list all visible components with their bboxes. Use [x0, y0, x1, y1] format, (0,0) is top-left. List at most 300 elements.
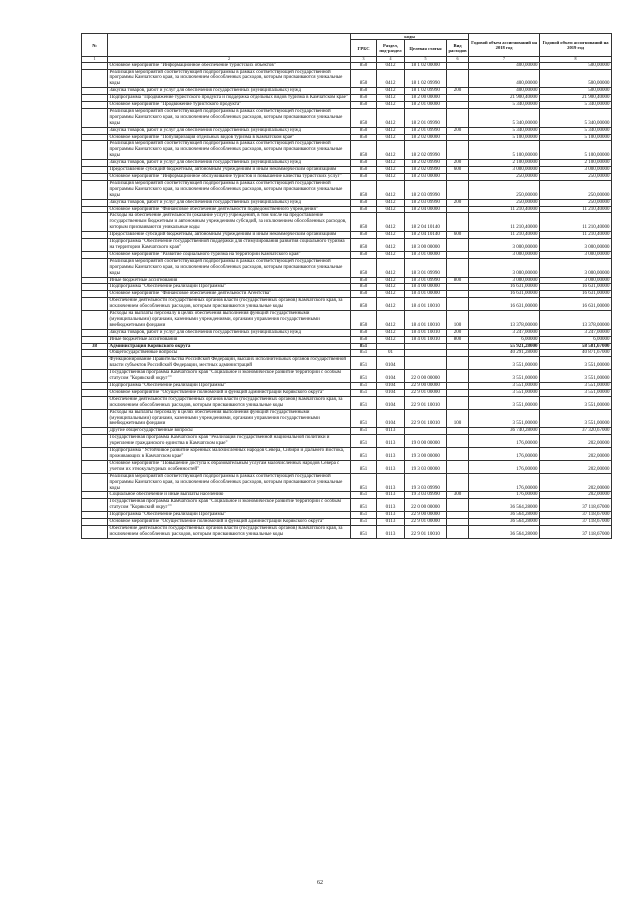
cell-amount-2019: 37 118,67000 [540, 519, 612, 526]
table-body [82, 62, 612, 538]
cell-target-article: 18 2 02 09990 [405, 141, 447, 160]
row-name: Иные бюджетные ассигнования [108, 336, 351, 343]
cell-target-article: 18 3 01 00000 [405, 251, 447, 258]
cell-amount-2019: 5 100,00000 [540, 134, 612, 141]
cell-amount-2019: 11 210,40000 [540, 213, 612, 232]
cell-target-article: 22 9 01 10010 [405, 525, 447, 538]
cell-razdel: 0412 [377, 95, 405, 102]
row-number [82, 357, 108, 370]
cell-razdel: 0412 [377, 284, 405, 291]
row-number [82, 284, 108, 291]
cell-expense-type: 200 [447, 88, 469, 95]
table-row [82, 448, 612, 461]
table-row [82, 258, 612, 277]
table-row [82, 199, 612, 206]
cell-grbs: 851 [351, 350, 377, 357]
cell-expense-type [447, 141, 469, 160]
cell-grbs: 851 [351, 428, 377, 435]
table-row [82, 350, 612, 357]
header-2018: Годовой объем ассигнований на 2018 год [469, 34, 540, 57]
cell-amount-2019: 3 000,00000 [540, 277, 612, 284]
cell-razdel: 0412 [377, 277, 405, 284]
cell-razdel: 0113 [377, 460, 405, 473]
table-row [82, 343, 612, 350]
cell-expense-type [447, 174, 469, 181]
cell-amount-2018: 3 551,00000 [469, 357, 540, 370]
cell-amount-2019: 500,00000 [540, 62, 612, 69]
row-name: Подпрограмма "Устойчивое развитие коренных малочисленных народов Севера, Сибири и Дальнего Востока, проживающих в Камчатском крае" [108, 448, 351, 461]
cell-grbs: 850 [351, 329, 377, 336]
row-name: Реализация мероприятий соответствующей подпрограммы в рамках соответствующей государственной программы Камчатского края, за исключением обособленных расходов, которым присваиваются уникальные коды [108, 473, 351, 492]
cell-amount-2018: 5 340,00000 [469, 108, 540, 127]
row-name: Реализация мероприятий соответствующей подпрограммы в рамках соответствующей государственной программы Камчатского края, за исключением обособленных расходов, которым присваиваются уникальные коды [108, 141, 351, 160]
cell-amount-2019: 3 551,00000 [540, 409, 612, 428]
table-row [82, 180, 612, 199]
cell-amount-2019: 202,00000 [540, 473, 612, 492]
row-name: Подпрограмма "Обеспечение реализации Программы" [108, 512, 351, 519]
cell-amount-2018: 3 551,00000 [469, 389, 540, 396]
cell-grbs: 850 [351, 88, 377, 95]
row-number [82, 396, 108, 409]
cell-target-article: 18 2 04 00000 [405, 206, 447, 213]
row-number [82, 389, 108, 396]
cell-amount-2018: 250,00000 [469, 180, 540, 199]
table-row [82, 492, 612, 499]
row-number [82, 473, 108, 492]
cell-amount-2018: 11 210,40000 [469, 232, 540, 239]
cell-amount-2019: 5 340,00000 [540, 108, 612, 127]
table-row [82, 160, 612, 167]
cell-grbs: 851 [351, 512, 377, 519]
cell-target-article: 18 1 02 09990 [405, 88, 447, 95]
cell-grbs: 851 [351, 396, 377, 409]
cell-expense-type [447, 435, 469, 448]
cell-expense-type [447, 206, 469, 213]
cell-razdel: 0104 [377, 396, 405, 409]
header-vr: Вид расходов [447, 40, 469, 57]
table-row [82, 499, 612, 512]
cell-target-article: 22 9 01 10010 [405, 396, 447, 409]
cell-razdel: 0412 [377, 141, 405, 160]
table-row [82, 62, 612, 69]
cell-razdel: 0113 [377, 473, 405, 492]
cell-expense-type: 100 [447, 409, 469, 428]
cell-razdel: 0412 [377, 232, 405, 239]
cell-amount-2019: 3 551,00000 [540, 389, 612, 396]
cell-target-article: 22 9 00 00000 [405, 512, 447, 519]
cell-amount-2019: 37 118,67000 [540, 499, 612, 512]
row-number [82, 460, 108, 473]
table-row [82, 329, 612, 336]
row-name: Иные бюджетные ассигнования [108, 277, 351, 284]
cell-expense-type: 200 [447, 127, 469, 134]
cell-amount-2019: 11 210,40000 [540, 206, 612, 213]
cell-grbs: 851 [351, 370, 377, 383]
cell-target-article: 18 4 01 10010 [405, 311, 447, 330]
cell-expense-type: 600 [447, 167, 469, 174]
table-row [82, 396, 612, 409]
cell-grbs: 850 [351, 232, 377, 239]
cell-target-article: 22 9 01 00000 [405, 389, 447, 396]
cell-target-article: 18 2 01 00000 [405, 102, 447, 109]
cell-amount-2019: 3 000,00000 [540, 167, 612, 174]
cell-razdel: 0412 [377, 127, 405, 134]
cell-razdel: 0113 [377, 499, 405, 512]
cell-grbs: 851 [351, 389, 377, 396]
cell-target-article: 22 0 00 00000 [405, 370, 447, 383]
cell-razdel: 0412 [377, 62, 405, 69]
row-number [82, 336, 108, 343]
cell-expense-type [447, 383, 469, 390]
header-no: № [82, 34, 108, 57]
header-grbs: ГРБС [351, 40, 377, 57]
cell-target-article: 18 2 01 09990 [405, 108, 447, 127]
header-index: 3 [351, 57, 377, 62]
cell-expense-type [447, 370, 469, 383]
cell-grbs: 850 [351, 62, 377, 69]
table-row [82, 232, 612, 239]
cell-expense-type [447, 95, 469, 102]
cell-amount-2018: 5 100,00000 [469, 134, 540, 141]
row-name: Расходы на выплаты персоналу в целях обеспечения выполнения функций государственными (муниципальными) органами, казенными учреждениями, органами управления государственными внебюджетными фондами [108, 311, 351, 330]
row-number [82, 258, 108, 277]
row-number [82, 108, 108, 127]
header-index: 1 [82, 57, 108, 62]
row-name: Подпрограмма "Обеспечение реализации Программы" [108, 284, 351, 291]
header-index: 8 [540, 57, 612, 62]
cell-amount-2019: 3 551,00000 [540, 396, 612, 409]
cell-target-article: 18 2 03 00000 [405, 174, 447, 181]
row-name: Социальное обеспечение и иные выплаты населению [108, 492, 351, 499]
cell-target-article: 18 3 01 09990 [405, 277, 447, 284]
row-name: Предоставление субсидий бюджетным, автономным учреждениям и иным некоммерческим организациям [108, 232, 351, 239]
cell-expense-type [447, 258, 469, 277]
cell-amount-2019: 21 900,40000 [540, 95, 612, 102]
table-row [82, 428, 612, 435]
row-number [82, 95, 108, 102]
header-index: 4 [377, 57, 405, 62]
row-number [82, 199, 108, 206]
row-number [82, 298, 108, 311]
table-row [82, 141, 612, 160]
cell-expense-type [447, 69, 469, 88]
cell-grbs: 850 [351, 251, 377, 258]
cell-razdel: 0412 [377, 69, 405, 88]
row-name: Другие общегосударственные вопросы [108, 428, 351, 435]
cell-amount-2019: 202,00000 [540, 435, 612, 448]
cell-razdel: 0104 [377, 383, 405, 390]
cell-grbs: 850 [351, 199, 377, 206]
cell-grbs: 850 [351, 336, 377, 343]
cell-expense-type [447, 460, 469, 473]
cell-expense-type: 800 [447, 277, 469, 284]
cell-target-article: 18 3 00 00000 [405, 239, 447, 252]
row-number [82, 180, 108, 199]
cell-amount-2018: 5 340,00000 [469, 127, 540, 134]
row-name: Основное мероприятие "Информационное обслуживание туристов и повышение качества туристских услуг" [108, 174, 351, 181]
cell-expense-type [447, 396, 469, 409]
cell-amount-2019: 202,00000 [540, 492, 612, 499]
row-name: Обеспечение деятельности государственных органов власти (государственных органов) Камчатского края, за исключением обособленных расходов, которым присваиваются уникальные коды [108, 298, 351, 311]
row-name: Основное мероприятие "Осуществление полномочий и функций администрации Корякского округа" [108, 389, 351, 396]
row-name: Основное мероприятие "Финансовое обеспечение деятельности Агентства" [108, 291, 351, 298]
cell-target-article: 18 2 04 10140 [405, 213, 447, 232]
cell-target-article: 18 2 03 09990 [405, 199, 447, 206]
cell-expense-type: 600 [447, 232, 469, 239]
row-name: Государственная программа Камчатского края "Социальное и экономическое развитие территории с особым статусом "Корякский округ"" [108, 499, 351, 512]
cell-razdel: 0412 [377, 336, 405, 343]
row-name: Реализация мероприятий соответствующей подпрограммы в рамках соответствующей государственной программы Камчатского края, за исключением обособленных расходов, которым присваиваются уникальные коды [108, 258, 351, 277]
cell-razdel: 0412 [377, 291, 405, 298]
cell-target-article: 18 4 01 10010 [405, 329, 447, 336]
cell-expense-type [447, 62, 469, 69]
cell-razdel: 0412 [377, 160, 405, 167]
cell-grbs: 850 [351, 258, 377, 277]
cell-expense-type: 200 [447, 199, 469, 206]
cell-target-article: 18 2 02 00000 [405, 134, 447, 141]
row-number [82, 134, 108, 141]
cell-razdel: 0113 [377, 428, 405, 435]
header-index: 2 [108, 57, 351, 62]
cell-expense-type [447, 291, 469, 298]
row-name: Расходы на обеспечение деятельности (оказание услуг) учреждений, в том числе на предоставление государственным бюджетным и автономным учреждениям субсидий, за исключением обособленных расходов, которым присваиваются уникальные коды [108, 213, 351, 232]
header-index: 5 [405, 57, 447, 62]
table-row [82, 88, 612, 95]
cell-amount-2018: 250,00000 [469, 199, 540, 206]
budget-table [81, 33, 612, 539]
page-number: 62 [317, 880, 323, 886]
row-name: Подпрограмма "Обеспечение государственной поддержки для стимулирования развития социального туризма на территории Камчатского края" [108, 239, 351, 252]
cell-expense-type [447, 473, 469, 492]
header-name: Наименование [108, 34, 351, 57]
cell-grbs: 850 [351, 102, 377, 109]
cell-amount-2019: 11 210,40000 [540, 232, 612, 239]
cell-amount-2018: 176,00000 [469, 448, 540, 461]
row-name: Общегосударственные вопросы [108, 350, 351, 357]
cell-amount-2018: 36 564,28000 [469, 525, 540, 538]
cell-target-article: 19 3 03 09990 [405, 492, 447, 499]
cell-grbs: 850 [351, 167, 377, 174]
cell-target-article [405, 357, 447, 370]
cell-amount-2019: 3 000,00000 [540, 258, 612, 277]
header-razdel: Раздел, под-раздел [377, 40, 405, 57]
cell-amount-2019: 58 581,67000 [540, 343, 612, 350]
cell-expense-type [447, 448, 469, 461]
row-name: Основное мероприятие "Повышение доступа к образовательным услугам малочисленных народов Севера с учетом их этнокультурных особенностей" [108, 460, 351, 473]
budget-table-sheet [81, 33, 611, 539]
cell-grbs: 851 [351, 525, 377, 538]
cell-grbs: 850 [351, 180, 377, 199]
cell-razdel: 0412 [377, 167, 405, 174]
row-name: Обеспечение деятельности государственных органов власти (государственных органов) Камчатского края, за исключением обособленных расходов, которым присваиваются уникальные коды [108, 525, 351, 538]
cell-grbs: 851 [351, 383, 377, 390]
row-name: Реализация мероприятий соответствующей подпрограммы в рамках соответствующей государственной программы Камчатского края, за исключением обособленных расходов, которым присваиваются уникальные коды [108, 180, 351, 199]
table-row [82, 174, 612, 181]
cell-razdel: 0104 [377, 370, 405, 383]
row-number [82, 160, 108, 167]
row-number [82, 350, 108, 357]
row-name: Обеспечение деятельности государственных органов власти (государственных органов) Камчатского края, за исключением обособленных расходов, которым присваиваются уникальные коды [108, 396, 351, 409]
table-row [82, 512, 612, 519]
table-row [82, 370, 612, 383]
row-number [82, 174, 108, 181]
row-name: Расходы на выплаты персоналу в целях обеспечения выполнения функций государственными (муниципальными) органами, казенными учреждениями, органами управления государственными внебюджетными фондами [108, 409, 351, 428]
cell-amount-2018: 36 564,28000 [469, 499, 540, 512]
cell-amount-2019: 202,00000 [540, 448, 612, 461]
cell-razdel: 0412 [377, 174, 405, 181]
row-name: Функционирование Правительства Российской Федерации, высших исполнительных органов государственной власти субъектов Российской Федерации, местных администраций [108, 357, 351, 370]
row-number [82, 512, 108, 519]
row-name: Реализация мероприятий соответствующей подпрограммы в рамках соответствующей государственной программы Камчатского края, за исключением обособленных расходов, которым присваиваются уникальные коды [108, 108, 351, 127]
cell-target-article: 22 9 01 10010 [405, 409, 447, 428]
cell-amount-2019: 2 100,00000 [540, 160, 612, 167]
row-name: Закупка товаров, работ и услуг для обеспечения государственных (муниципальных) нужд [108, 127, 351, 134]
table-row [82, 298, 612, 311]
cell-amount-2018: 2 100,00000 [469, 160, 540, 167]
row-name: Основное мероприятие "Продвижение туристского продукта" [108, 102, 351, 109]
row-name: Закупка товаров, работ и услуг для обеспечения государственных (муниципальных) нужд [108, 329, 351, 336]
cell-amount-2018: 16 631,00000 [469, 298, 540, 311]
cell-target-article: 22 9 00 00000 [405, 383, 447, 390]
table-row [82, 473, 612, 492]
cell-expense-type [447, 213, 469, 232]
cell-amount-2019: 3 551,00000 [540, 383, 612, 390]
row-name: Основное мероприятие "Осуществление полномочий и функций администрации Корякского округа" [108, 519, 351, 526]
row-name: Предоставление субсидий бюджетным, автономным учреждениям и иным некоммерческим организациям [108, 167, 351, 174]
cell-razdel: 0412 [377, 251, 405, 258]
table-row [82, 108, 612, 127]
cell-target-article: 22 0 00 00000 [405, 499, 447, 512]
cell-amount-2018: 176,00000 [469, 473, 540, 492]
cell-grbs: 851 [351, 460, 377, 473]
cell-amount-2018: 5 100,00000 [469, 141, 540, 160]
row-number [82, 102, 108, 109]
row-name: Подпрограмма "Продвижение туристского продукта и поддержка отдельных видов туризма в Камчатском крае" [108, 95, 351, 102]
row-number [82, 69, 108, 88]
row-name: Подпрограмма "Обеспечение реализации Программы" [108, 383, 351, 390]
cell-expense-type [447, 251, 469, 258]
cell-amount-2018: 3 551,00000 [469, 396, 540, 409]
cell-target-article: 18 4 00 00000 [405, 284, 447, 291]
cell-amount-2018: 11 210,40000 [469, 206, 540, 213]
cell-amount-2019: 5 100,00000 [540, 141, 612, 160]
table-header [82, 34, 612, 63]
row-name: Государственная программа Камчатского края "Социальное и экономическое развитие территории с особым статусом "Корякский округ"" [108, 370, 351, 383]
row-number [82, 277, 108, 284]
cell-target-article: 18 1 02 09990 [405, 69, 447, 88]
cell-amount-2018: 3 000,00000 [469, 277, 540, 284]
row-number [82, 239, 108, 252]
table-row [82, 239, 612, 252]
cell-razdel: 01 [377, 350, 405, 357]
cell-amount-2019: 6,00000 [540, 336, 612, 343]
cell-razdel: 0104 [377, 409, 405, 428]
table-row [82, 95, 612, 102]
cell-amount-2018: 3 000,00000 [469, 258, 540, 277]
cell-expense-type [447, 102, 469, 109]
cell-target-article: 18 3 01 09990 [405, 258, 447, 277]
cell-amount-2018: 3 551,00000 [469, 409, 540, 428]
cell-amount-2018: 36 564,28000 [469, 519, 540, 526]
cell-expense-type [447, 284, 469, 291]
table-row [82, 409, 612, 428]
table-row [82, 389, 612, 396]
cell-amount-2018: 3 000,00000 [469, 167, 540, 174]
row-name: Закупка товаров, работ и услуг для обеспечения государственных (муниципальных) нужд [108, 160, 351, 167]
cell-razdel: 0113 [377, 435, 405, 448]
cell-expense-type [447, 180, 469, 199]
cell-grbs: 850 [351, 69, 377, 88]
cell-expense-type [447, 357, 469, 370]
row-number [82, 492, 108, 499]
table-row [82, 291, 612, 298]
cell-amount-2018: 3 000,00000 [469, 251, 540, 258]
cell-amount-2019: 3 247,00000 [540, 329, 612, 336]
row-number [82, 499, 108, 512]
cell-amount-2018: 3 551,00000 [469, 370, 540, 383]
cell-target-article: 18 4 01 00000 [405, 291, 447, 298]
cell-amount-2019: 13 378,00000 [540, 311, 612, 330]
cell-expense-type [447, 428, 469, 435]
row-number [82, 88, 108, 95]
row-name: Основное мероприятие "Популяризация отдельных видов туризма в Камчатском крае" [108, 134, 351, 141]
cell-amount-2018: 250,00000 [469, 174, 540, 181]
cell-grbs: 850 [351, 141, 377, 160]
cell-grbs: 850 [351, 277, 377, 284]
cell-amount-2018: 3 551,00000 [469, 383, 540, 390]
row-number [82, 383, 108, 390]
cell-expense-type [447, 512, 469, 519]
cell-expense-type [447, 499, 469, 512]
cell-grbs: 851 [351, 448, 377, 461]
cell-razdel [377, 343, 405, 350]
cell-razdel: 0104 [377, 389, 405, 396]
row-name: Администрация Корякского округа [108, 343, 351, 350]
cell-grbs: 850 [351, 174, 377, 181]
table-row [82, 167, 612, 174]
row-number [82, 519, 108, 526]
cell-razdel: 0113 [377, 519, 405, 526]
cell-amount-2018: 176,00000 [469, 492, 540, 499]
cell-target-article: 18 2 04 10140 [405, 232, 447, 239]
row-name: Закупка товаров, работ и услуг для обеспечения государственных (муниципальных) нужд [108, 199, 351, 206]
row-name: Основное мероприятие "Финансовое обеспечение деятельности подведомственного учреждения" [108, 206, 351, 213]
row-name: Основное мероприятие "Информационное обеспечение туристских объектов" [108, 62, 351, 69]
cell-target-article: 18 4 01 10010 [405, 336, 447, 343]
table-row [82, 311, 612, 330]
cell-grbs: 851 [351, 435, 377, 448]
cell-target-article: 19 0 00 00000 [405, 435, 447, 448]
cell-amount-2018: 40 291,28000 [469, 350, 540, 357]
row-number: 38 [82, 343, 108, 350]
cell-grbs: 850 [351, 95, 377, 102]
cell-amount-2018: 55 921,28000 [469, 343, 540, 350]
cell-expense-type [447, 525, 469, 538]
cell-razdel: 0412 [377, 206, 405, 213]
table-row [82, 357, 612, 370]
cell-grbs: 850 [351, 298, 377, 311]
cell-razdel: 0412 [377, 258, 405, 277]
header-cs: Целевая статья [405, 40, 447, 57]
cell-amount-2019: 202,00000 [540, 460, 612, 473]
cell-expense-type [447, 350, 469, 357]
cell-razdel: 0113 [377, 512, 405, 519]
cell-grbs: 850 [351, 239, 377, 252]
row-number [82, 141, 108, 160]
cell-razdel: 0412 [377, 199, 405, 206]
cell-grbs: 851 [351, 357, 377, 370]
cell-expense-type [447, 239, 469, 252]
